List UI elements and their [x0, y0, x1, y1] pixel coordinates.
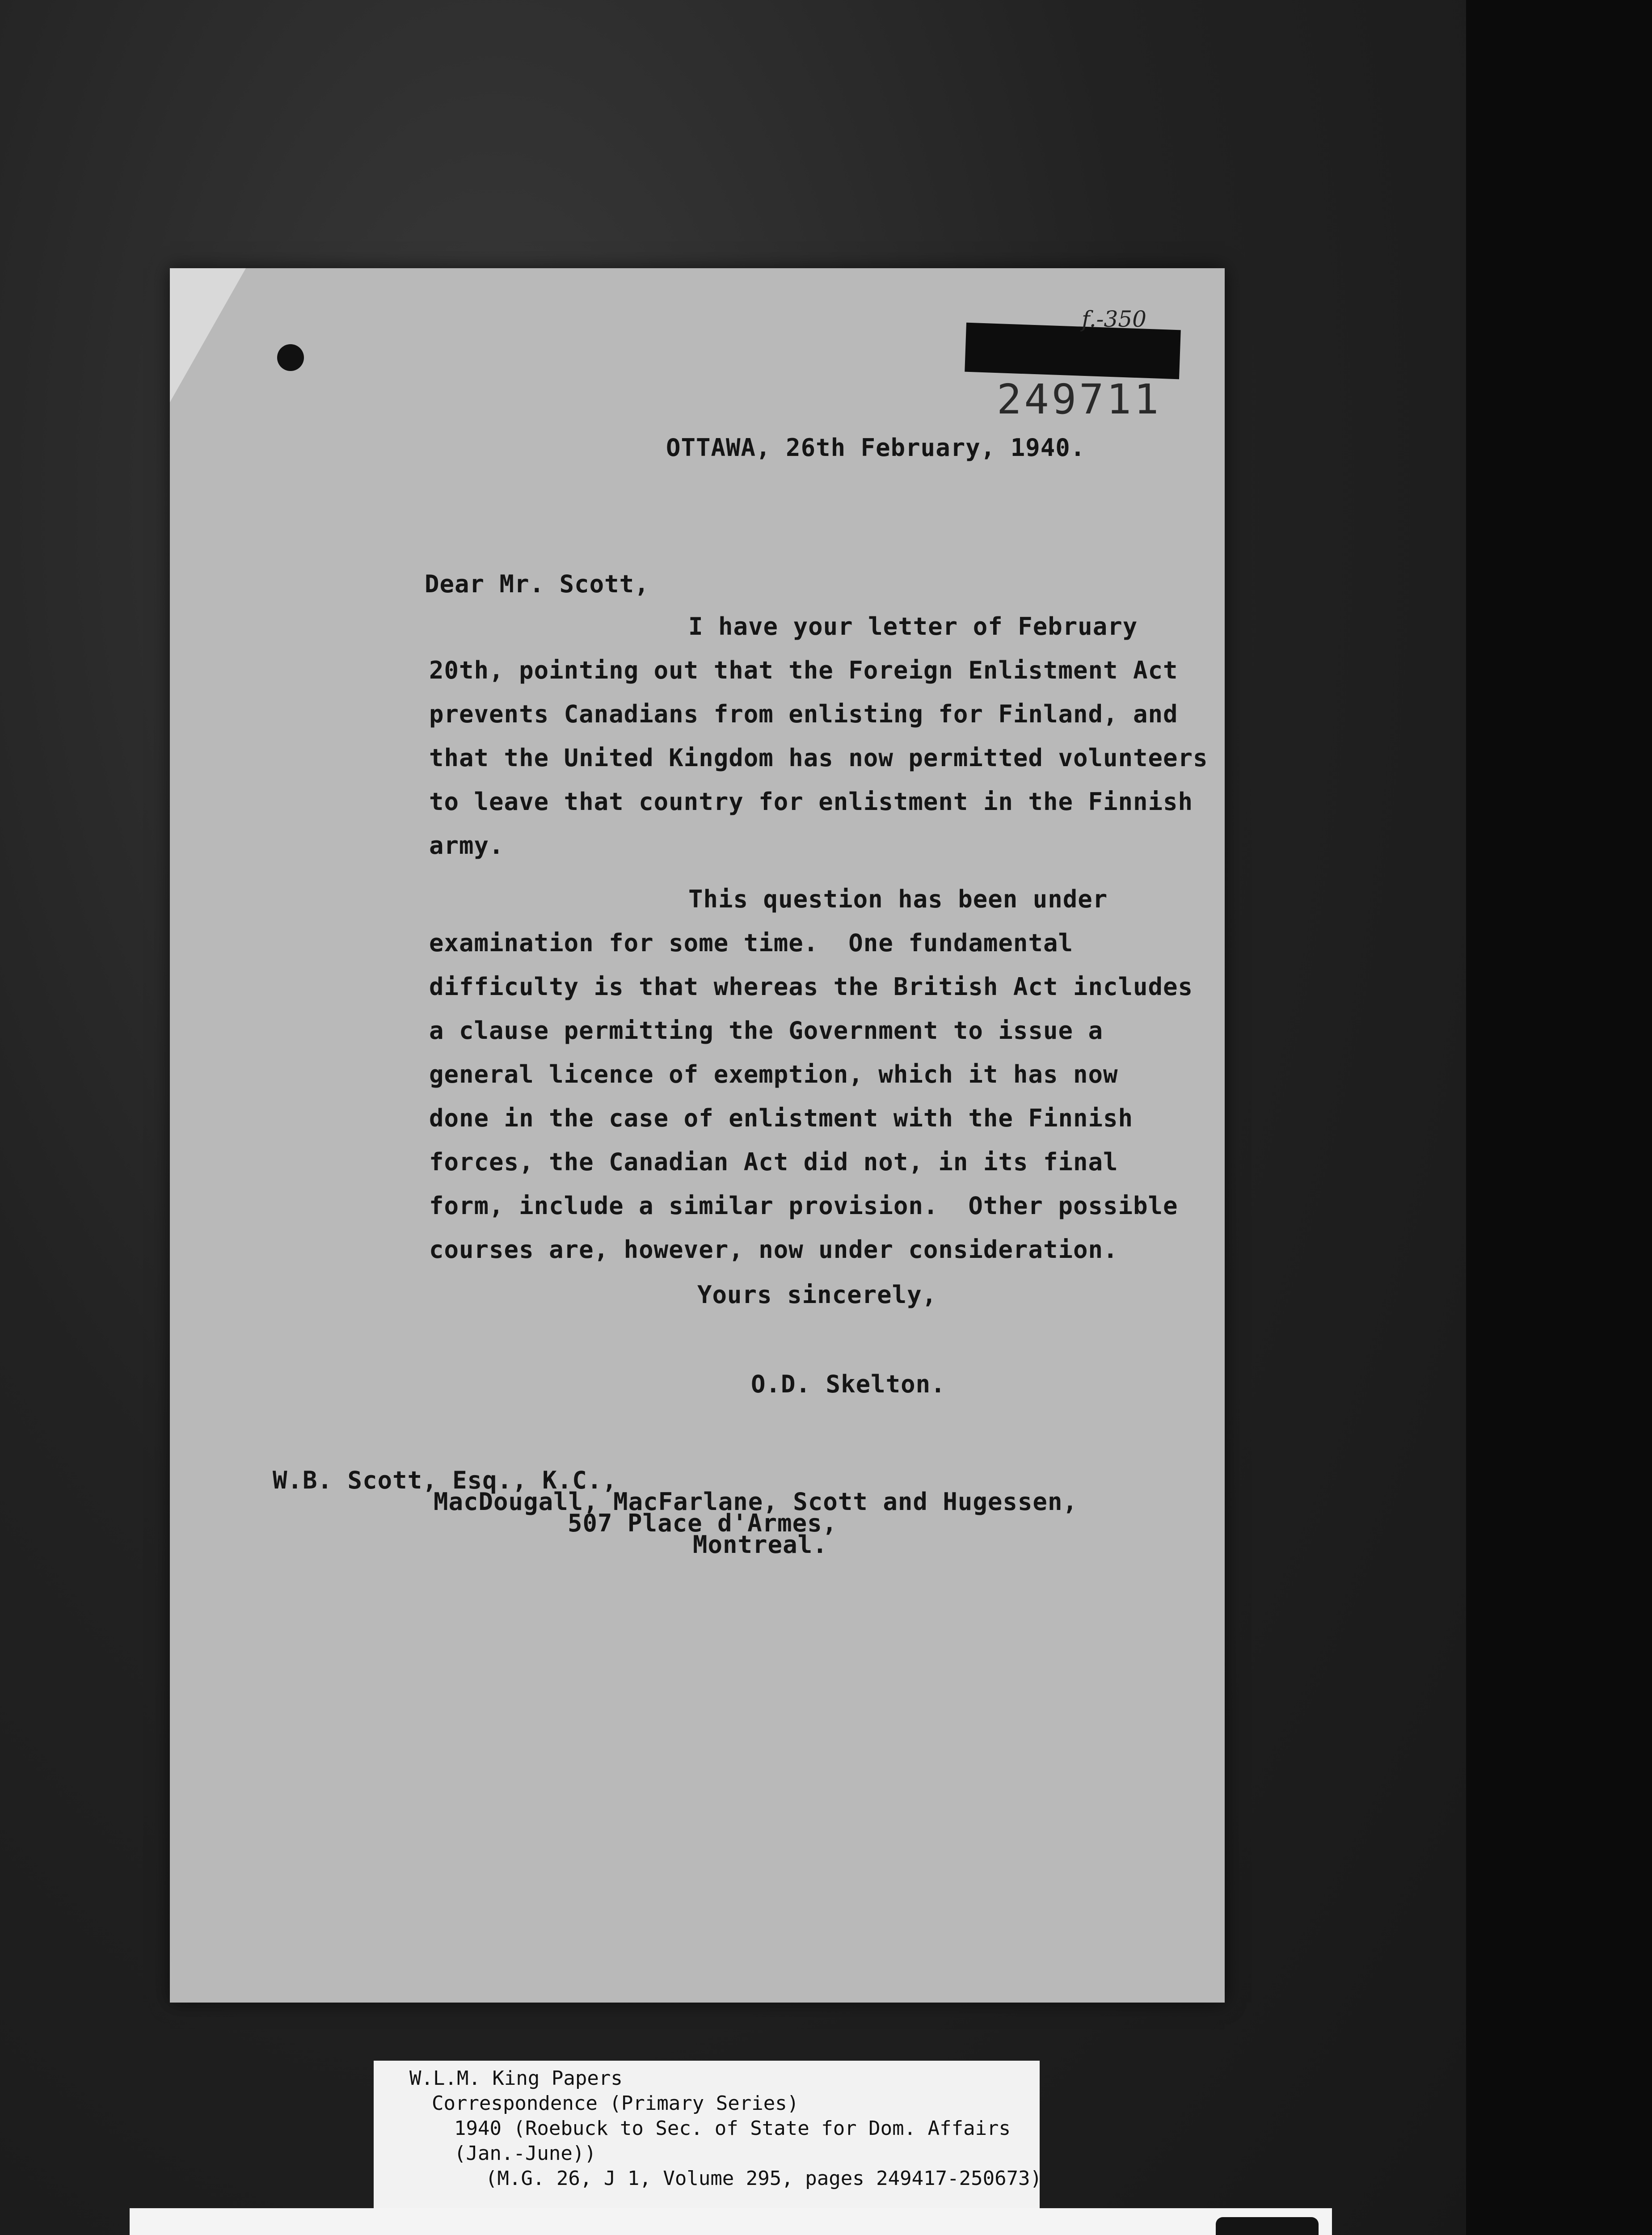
- letter-page: [170, 268, 1225, 2003]
- paragraph1-line: prevents Canadians from enlisting for Finland, and: [429, 700, 1178, 728]
- paragraph2-line: form, include a similar provision. Other possible: [429, 1192, 1178, 1220]
- folio-mark: f.-350: [1082, 306, 1146, 332]
- paragraph1-line: I have your letter of February: [688, 612, 1138, 641]
- paragraph2-line: a clause permitting the Government to issue a: [429, 1016, 1103, 1045]
- signature: O.D. Skelton.: [751, 1370, 946, 1398]
- paragraph2-line: examination for some time. One fundamental: [429, 929, 1073, 957]
- archives-plate: [130, 2208, 1332, 2235]
- redaction-bar: [965, 323, 1181, 380]
- address-line: Montreal.: [693, 1531, 828, 1559]
- dateline: OTTAWA, 26th February, 1940.: [666, 434, 1086, 462]
- paragraph2-line: courses are, however, now under consideration.: [429, 1236, 1118, 1264]
- closing: Yours sincerely,: [697, 1281, 937, 1309]
- paragraph1-line: army.: [429, 831, 504, 860]
- paragraph1-line: 20th, pointing out that the Foreign Enlistment Act: [429, 656, 1178, 684]
- paragraph2-line: This question has been under: [688, 885, 1108, 913]
- paragraph2-line: difficulty is that whereas the British Act includes: [429, 973, 1193, 1001]
- film-edge: [1466, 0, 1652, 2235]
- address-line: MacDougall, MacFarlane, Scott and Hugessen,: [434, 1488, 1078, 1516]
- catalog-line: (Jan.-June)): [454, 2142, 596, 2165]
- folded-corner: [170, 268, 246, 402]
- paragraph2-line: forces, the Canadian Act did not, in its final: [429, 1148, 1118, 1176]
- paragraph2-line: done in the case of enlistment with the Finnish: [429, 1104, 1134, 1132]
- catalog-line: Correspondence (Primary Series): [432, 2092, 799, 2115]
- address-line: 507 Place d'Armes,: [568, 1509, 838, 1537]
- catalog-line: (M.G. 26, J 1, Volume 295, pages 249417-250673): [485, 2167, 1042, 2190]
- page-number-stamp: 249711: [997, 375, 1162, 423]
- address-line: W.B. Scott, Esq., K.C.,: [273, 1466, 617, 1494]
- catalog-line: 1940 (Roebuck to Sec. of State for Dom. Affairs: [454, 2117, 1011, 2140]
- paragraph2-line: general licence of exemption, which it has now: [429, 1060, 1118, 1088]
- paragraph1-line: to leave that country for enlistment in the Finnish: [429, 788, 1193, 816]
- paragraph1-line: that the United Kingdom has now permitted volunteers: [429, 744, 1208, 772]
- catalog-line: W.L.M. King Papers: [409, 2067, 623, 2090]
- catalog-card: [374, 2061, 1040, 2208]
- salutation: Dear Mr. Scott,: [425, 570, 649, 598]
- punch-hole-icon: [277, 344, 304, 371]
- archives-seal-icon: [1216, 2217, 1319, 2235]
